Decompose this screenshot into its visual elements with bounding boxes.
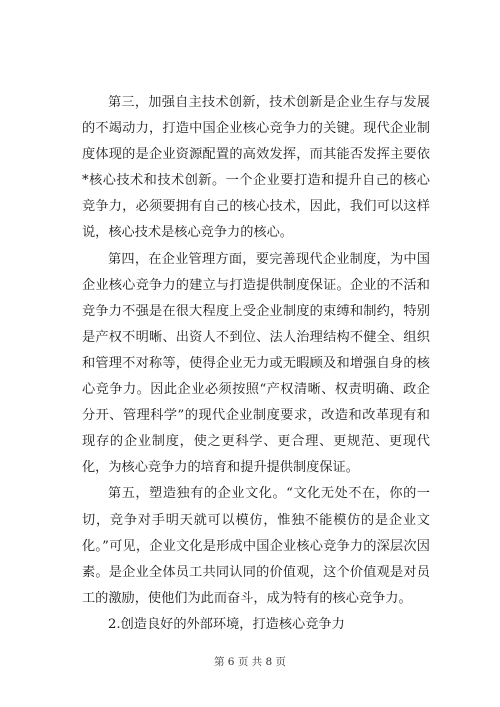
section-heading: 2.创造良好的外部环境，打造核心竞争力 — [108, 616, 345, 632]
paragraph-enterprise-culture: 第五，塑造独有的企业文化。“文化无处不在，你的一切，竞争对手明天就可以模仿，惟独不能模仿的是企业文化。”可见，企业文化是形成中国企业核心竞争力的深层次因素。是企业全体员工共同认同的价值观，这个价值观是对员工的激励，使他们为此而奋斗，成为特有的核心竞争力。 — [82, 486, 430, 606]
paragraph-enterprise-system: 第四，在企业管理方面，要完善现代企业制度，为中国企业核心竞争力的建立与打造提供制度保证。企业的不活和竞争力不强是在很大程度上受企业制度的束缚和制约，特别是产权不明晰、出资人不到位、法人治理结构不健全、组织和管理不对称等，使得企业无力或无暇顾及和增强自身的核心竞争力。因此企业必须按照“产权清晰、权责明确、政企分开、管理科学”的现代企业制度要求，改造和改革现有和现存的企业制度，使之更科学、更合理、更规范、更现代化，为核心竞争力的培育和提升提供制度保证。 — [82, 251, 430, 476]
page-number-footer: 第 6 页 共 8 页 — [213, 656, 287, 668]
page-body — [82, 90, 430, 638]
paragraph-technology-innovation: 第三，加强自主技术创新，技术创新是企业生存与发展的不竭动力，打造中国企业核心竞争力的关键。现代企业制度体现的是企业资源配置的高效发挥，而其能否发挥主要依*核心技术和技术创新。一个企业要打造和提升自己的核心竞争力，必须要拥有自己的核心技术，因此，我们可以这样说，核心技术是核心竞争力的核心。 — [82, 95, 430, 241]
